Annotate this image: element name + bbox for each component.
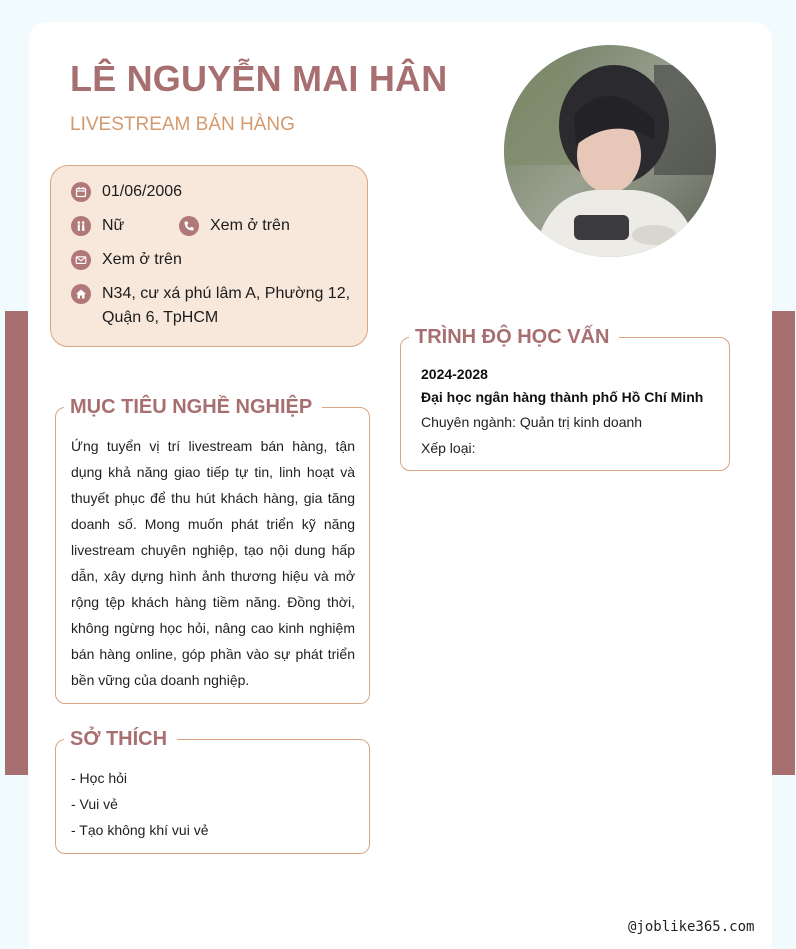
education-major: Chuyên ngành: Quản trị kinh doanh: [421, 414, 643, 430]
birthday-value: 01/06/2006: [102, 183, 183, 200]
mail-icon: [71, 250, 91, 270]
email-value: Xem ở trên: [102, 251, 182, 268]
education-title: TRÌNH ĐỘ HỌC VẤN: [409, 325, 619, 349]
email-row: [71, 248, 182, 272]
education-school: Đại học ngân hàng thành phố Hồ Chí Minh: [421, 389, 704, 405]
address-row: [71, 282, 350, 330]
site-watermark: @joblike365.com: [628, 919, 755, 935]
candidate-name: LÊ NGUYỄN MAI HÂN: [70, 58, 448, 99]
hobby-item: - Tạo không khí vui vẻ: [71, 822, 209, 838]
phone-icon: [179, 216, 199, 236]
hobbies-title: SỞ THÍCH: [64, 727, 177, 751]
address-line-2: Quận 6, TpHCM: [102, 309, 219, 326]
left-decor-band: [5, 311, 28, 775]
education-period: 2024-2028: [421, 366, 488, 382]
gender-value: Nữ: [102, 217, 125, 234]
objective-title: MỤC TIÊU NGHỀ NGHIỆP: [64, 395, 322, 419]
home-icon: [71, 284, 91, 304]
address-line-1: N34, cư xá phú lâm A, Phường 12,: [102, 285, 351, 302]
address-value: [102, 282, 350, 330]
gender-row: [71, 214, 124, 238]
right-decor-band: [772, 311, 795, 775]
job-title: LIVESTREAM BÁN HÀNG: [70, 114, 295, 135]
hobby-item: - Vui vẻ: [71, 796, 118, 812]
phone-row: [179, 214, 290, 238]
hobby-item: - Học hỏi: [71, 770, 128, 786]
objective-text: Ứng tuyển vị trí livestream bán hàng, tận dụng khả năng giao tiếp tự tin, linh hoạt và thuyết phục để thu hút khách hàng, gia tăng doanh số. Mong muốn phát triển kỹ năng livestream chuyên nghiệp, tạo nội dung hấp dẫn, xây dựng hình ảnh thương hiệu và mở rộng tệp khách hàng tiềm năng. Đồng thời, không ngừng học hỏi, nâng cao kinh nghiệm bán hàng online, góp phần vào sự phát triển bền vững của doanh nghiệp.: [71, 438, 355, 688]
birthday-row: [71, 180, 182, 204]
education-rank: Xếp loại:: [421, 440, 476, 456]
phone-value: Xem ở trên: [210, 217, 290, 234]
gender-icon: [71, 216, 91, 236]
calendar-icon: [71, 182, 91, 202]
profile-photo: [504, 45, 716, 257]
